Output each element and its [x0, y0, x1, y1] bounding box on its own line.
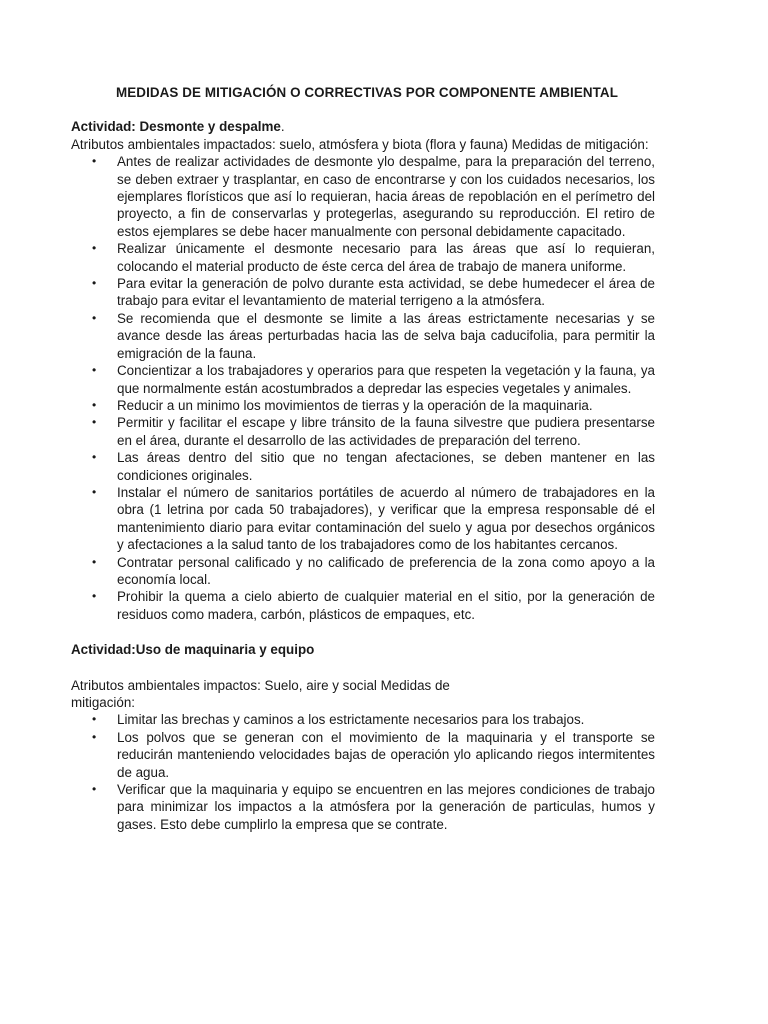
list-item	[92, 153, 655, 240]
bullet-icon: •	[92, 310, 97, 325]
bullet-icon: •	[92, 154, 97, 169]
list-item-text: Las áreas dentro del sitio que no tengan afectaciones, se deben mantener en las condiciones originales.	[117, 450, 655, 483]
bullet-icon: •	[92, 450, 97, 465]
bullet-icon: •	[92, 415, 97, 430]
bullet-icon: •	[92, 554, 97, 569]
list-item-text: Para evitar la generación de polvo durante esta actividad, se debe humedecer el área de trabajo para evitar el levantamiento de material terrigeno a la atmósfera.	[117, 276, 655, 309]
bullet-icon: •	[92, 729, 97, 744]
list-item	[92, 449, 655, 484]
section-attributes: Atributos ambientales impactados: suelo, atmósfera y biota (flora y fauna) Medidas de mitigación:	[71, 136, 649, 152]
list-item-text: Permitir y facilitar el escape y libre tránsito de la fauna silvestre que pudiera presentarse en el área, durante el desarrollo de las actividades de preparación del terreno.	[117, 415, 655, 448]
section-spacer	[71, 659, 655, 677]
list-item	[92, 397, 655, 414]
list-item-text: Se recomienda que el desmonte se limite a las áreas estrictamente necesarias y se avance desde las áreas perturbadas hacia las de selva baja caducifolia, para permitir la emigración de la fauna.	[117, 310, 655, 361]
mitigation-list-desmonte	[71, 153, 655, 623]
list-item-text: Antes de realizar actividades de desmonte ylo despalme, para la preparación del terreno, se deben extraer y trasplantar, en caso de encontrarse y con los cuidados necesarios, los ejemplares florísticos que así lo requieran, hacia áreas de repoblación en el perímetro del proyecto, a fin de conservarlas y protegerlas, asegurando su reproducción. El retiro de estos ejemplares se debe hacer manualmente con personal debidamente capacitado.	[117, 154, 655, 239]
bullet-icon: •	[92, 397, 97, 412]
bullet-icon: •	[92, 241, 97, 256]
bullet-icon: •	[92, 589, 97, 604]
section-heading-period: .	[280, 119, 285, 135]
document-title: MEDIDAS DE MITIGACIÓN O CORRECTIVAS POR COMPONENTE AMBIENTAL	[116, 85, 618, 100]
list-item	[92, 484, 655, 554]
attributes-line: mitigación:	[71, 695, 136, 710]
list-item	[92, 275, 655, 310]
list-item-text: Contratar personal calificado y no calificado de preferencia de la zona como apoyo a la economía local.	[117, 554, 655, 587]
list-item	[92, 310, 655, 362]
list-item	[92, 414, 655, 449]
bullet-icon: •	[92, 276, 97, 291]
list-item	[92, 781, 655, 833]
list-item	[92, 554, 655, 589]
list-item-text: Prohibir la quema a cielo abierto de cualquier material en el sitio, por la generación de residuos como madera, carbón, plásticos de empaques, etc.	[117, 589, 655, 622]
mitigation-list-maquinaria	[71, 711, 655, 833]
list-item-text: Concientizar a los trabajadores y operarios para que respeten la vegetación y la fauna, ya que normalmente están acostumbrados a depredar las especies vegetales y animales.	[117, 363, 655, 396]
list-item-text: Verificar que la maquinaria y equipo se encuentren en las mejores condiciones de trabajo para minimizar los impactos a la atmósfera por la generación de particulas, humos y gases. Esto debe cumplirlo la empresa que se contrate.	[117, 782, 655, 832]
list-item-text: Limitar las brechas y caminos a los estrictamente necesarios para los trabajos.	[117, 712, 585, 728]
attributes-line: Atributos ambientales impactos: Suelo, aire y social Medidas de	[71, 677, 450, 693]
list-item	[92, 362, 655, 397]
section-attributes	[71, 677, 471, 712]
list-item-text: Los polvos que se generan con el movimiento de la maquinaria y el transporte se reducirán manteniendo velocidades bajas de operación ylo aplicando riegos intermitentes de agua.	[117, 729, 655, 780]
section-heading-maquinaria: Actividad:Uso de maquinaria y equipo	[71, 642, 315, 658]
list-item	[92, 240, 655, 275]
bullet-icon: •	[92, 782, 97, 797]
list-item-text: Realizar únicamente el desmonte necesario para las áreas que así lo requieran, colocando el material producto de éste cerca del área de trabajo de manera uniforme.	[117, 241, 655, 274]
section-heading-desmonte	[71, 118, 655, 135]
section-heading-text: Actividad: Desmonte y despalme	[71, 119, 281, 135]
list-item-text: Reducir a un minimo los movimientos de tierras y la operación de la maquinaria.	[117, 397, 593, 413]
bullet-icon: •	[92, 363, 97, 378]
list-item	[92, 711, 655, 728]
bullet-icon: •	[92, 712, 97, 727]
section-spacer	[71, 623, 655, 641]
list-item	[92, 588, 655, 623]
bullet-icon: •	[92, 484, 97, 499]
list-item-text: Instalar el número de sanitarios portátiles de acuerdo al número de trabajadores en la obra (1 letrina por cada 50 trabajadores), y verificar que la empresa responsable dé el mantenimiento diario para evitar contaminación del suelo y agua por desechos orgánicos y afectaciones a la salud tanto de los trabajadores como de los habitantes cercanos.	[117, 484, 655, 553]
document-page	[71, 84, 655, 833]
list-item	[92, 729, 655, 781]
